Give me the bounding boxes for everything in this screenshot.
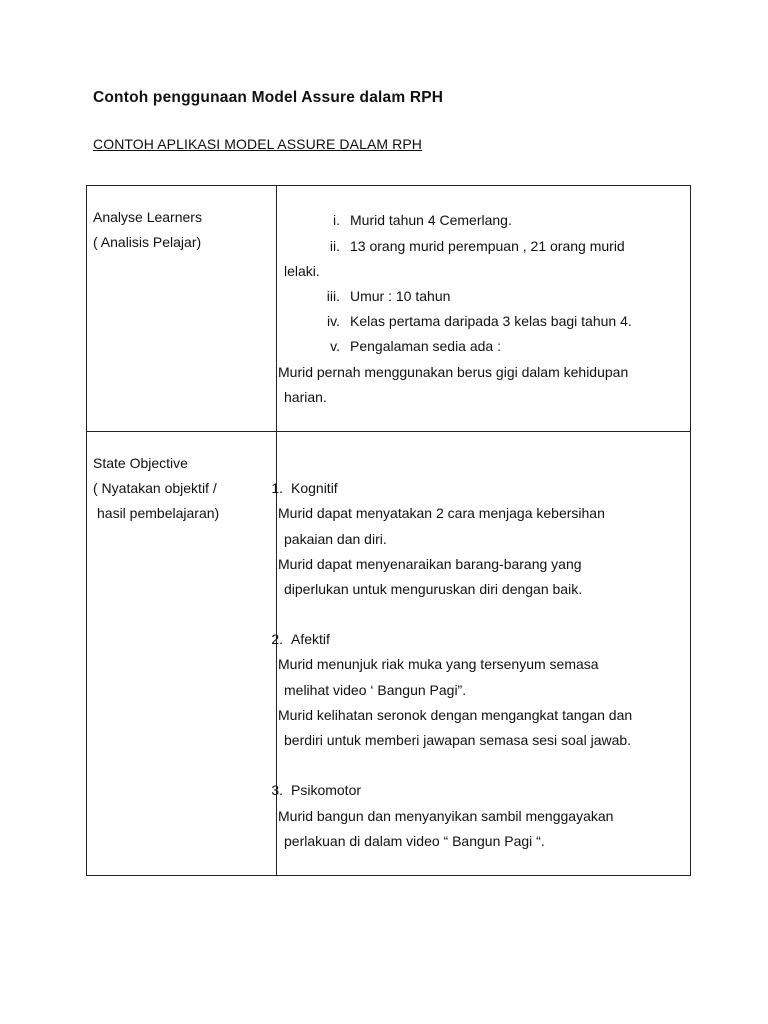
objective-line: melihat video ‘ Bangun Pagi”. — [284, 682, 467, 698]
note-text: Murid pernah menggunakan berus gigi dalam kehidupan — [278, 364, 629, 380]
objective-line: Murid bangun dan menyanyikan sambil menggayakan — [278, 808, 614, 824]
rph-table — [86, 185, 691, 876]
list-marker: i. — [333, 212, 340, 228]
note-text: harian. — [284, 389, 327, 405]
list-item — [310, 287, 450, 305]
table-row-analyse-learners — [87, 186, 690, 432]
row-label-translation: ( Nyatakan objektif / — [93, 480, 217, 496]
objective-number: 1. — [271, 480, 283, 496]
objective-line: diperlukan untuk menguruskan diri dengan baik. — [284, 581, 583, 597]
row-label: State Objective — [93, 455, 188, 471]
list-marker: iv. — [327, 313, 340, 329]
objective-heading-text: Kognitif — [291, 480, 338, 496]
list-marker: ii. — [329, 238, 340, 254]
objective-line: perlakuan di dalam video “ Bangun Pagi “. — [284, 833, 545, 849]
list-item-text: Umur : 10 tahun — [350, 288, 451, 304]
row-label-translation: hasil pembelajaran) — [97, 505, 220, 521]
objective-heading-text: Psikomotor — [291, 782, 362, 798]
list-marker: iii. — [326, 288, 340, 304]
list-item — [310, 312, 632, 330]
row-label: Analyse Learners — [93, 209, 202, 225]
list-item-continuation: lelaki. — [284, 263, 320, 279]
list-item-text: 13 orang murid perempuan , 21 orang murid — [350, 238, 625, 254]
objective-line: Murid menunjuk riak muka yang tersenyum semasa — [278, 656, 599, 672]
objective-line: Murid dapat menyenaraikan barang-barang yang — [278, 556, 582, 572]
document-title: Contoh penggunaan Model Assure dalam RPH — [93, 89, 444, 106]
list-item — [310, 237, 625, 255]
list-marker: v. — [330, 338, 340, 354]
objective-heading-text: Afektif — [291, 631, 330, 647]
objective-line: berdiri untuk memberi jawapan semasa sesi soal jawab. — [284, 732, 632, 748]
objective-number: 3. — [271, 782, 283, 798]
objective-line: pakaian dan diri. — [284, 531, 387, 547]
objective-heading-afektif — [263, 630, 330, 648]
objective-line: Murid dapat menyatakan 2 cara menjaga kebersihan — [278, 505, 605, 521]
list-item-text: Murid tahun 4 Cemerlang. — [350, 212, 512, 228]
list-item-text: Pengalaman sedia ada : — [350, 338, 501, 354]
document-subtitle: CONTOH APLIKASI MODEL ASSURE DALAM RPH — [93, 136, 422, 152]
objective-line: Murid kelihatan seronok dengan mengangkat tangan dan — [278, 707, 633, 723]
list-item-text: Kelas pertama daripada 3 kelas bagi tahun 4. — [350, 313, 632, 329]
objective-heading-kognitif — [263, 479, 338, 497]
row-label-translation: ( Analisis Pelajar) — [93, 234, 202, 250]
list-item — [310, 211, 512, 229]
table-row-state-objective — [87, 432, 690, 875]
list-item — [310, 337, 501, 355]
objective-heading-psikomotor — [263, 781, 361, 799]
objective-number: 2. — [271, 631, 283, 647]
